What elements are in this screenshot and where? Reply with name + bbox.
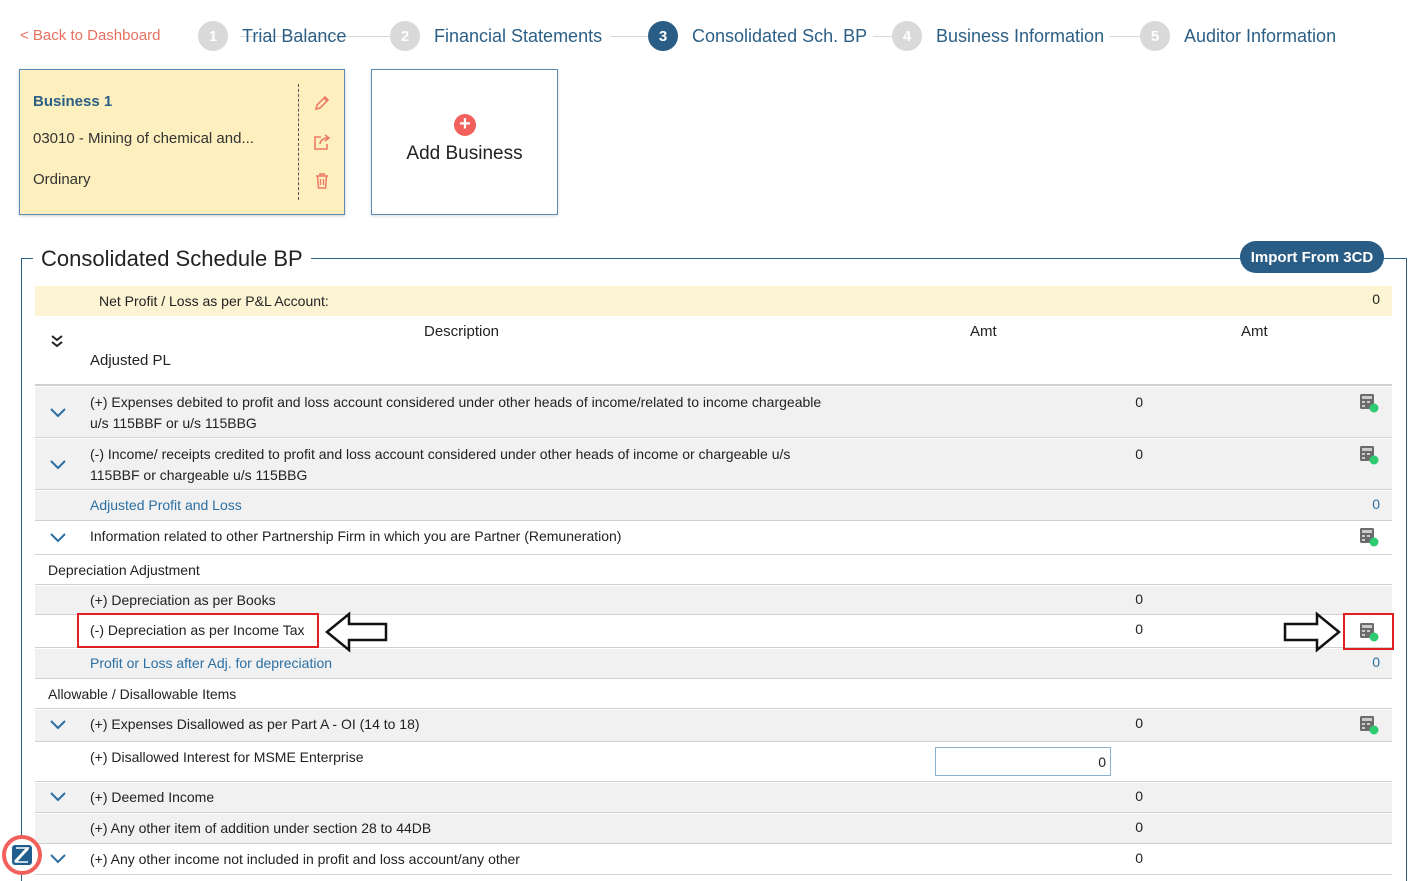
add-business-label: Add Business: [406, 143, 523, 164]
msme-interest-input[interactable]: [935, 747, 1111, 776]
row-label-line2: u/s 115BBF or u/s 115BBG: [90, 415, 257, 431]
add-business-button[interactable]: [371, 69, 558, 215]
arrow-right-icon: [1283, 611, 1341, 653]
back-to-dashboard-link[interactable]: < Back to Dashboard: [20, 27, 161, 44]
table-row-dep-books: [35, 586, 1392, 615]
arrow-left-icon: [325, 611, 389, 653]
header-divider: [35, 384, 1392, 386]
section-depreciation-adjustment: [35, 556, 1392, 585]
business-card[interactable]: [19, 69, 345, 215]
step-financial-statements[interactable]: [390, 20, 610, 52]
row-label: (-) Depreciation as per Income Tax: [90, 622, 305, 638]
chevron-down-icon[interactable]: [49, 459, 67, 471]
row-label-line2: 115BBF or chargeable u/s 115BBG: [90, 467, 308, 483]
chevron-down-icon[interactable]: [49, 719, 67, 731]
row-label: (+) Depreciation as per Books: [90, 592, 276, 608]
step-label: Financial Statements: [434, 25, 603, 46]
adjusted-pl-heading: Adjusted PL: [90, 352, 171, 369]
step-label: Trial Balance: [242, 25, 347, 46]
row-label[interactable]: Adjusted Profit and Loss: [90, 497, 242, 513]
step-number: 2: [390, 21, 420, 51]
calculator-icon[interactable]: [1359, 715, 1379, 735]
highlight-box-calculator: [1343, 613, 1394, 650]
step-business-information[interactable]: [892, 20, 1110, 52]
business-name: Business 1: [33, 93, 113, 110]
row-label-line1: (-) Income/ receipts credited to profit and loss account considered under other heads of income or chargeable u/s: [90, 446, 791, 462]
highlight-box-dep-label: [77, 613, 319, 648]
table-row-adjusted-pl: [35, 491, 1392, 521]
schedule-title: Consolidated Schedule BP: [33, 246, 311, 272]
row-amount: 0: [1135, 788, 1143, 804]
step-number: 5: [1140, 21, 1170, 51]
table-row-other-addition: [35, 814, 1392, 844]
step-number: 3: [648, 21, 678, 51]
net-profit-label: Net Profit / Loss as per P&L Account:: [99, 293, 329, 309]
step-label: Auditor Information: [1184, 25, 1337, 46]
row-amount: 0: [1135, 715, 1143, 731]
row-label: Information related to other Partnership Firm in which you are Partner (Remuneration): [90, 528, 622, 544]
row-label-line1: (+) Expenses debited to profit and loss account considered under other heads of income/related to income chargeable: [90, 394, 822, 410]
row-label: (+) Any other income not included in profit and loss account/any other: [90, 851, 520, 867]
section-label: Depreciation Adjustment: [48, 562, 200, 578]
row-amount: 0: [1372, 654, 1380, 670]
table-row-expenses-debited: [35, 387, 1392, 438]
net-profit-row: [35, 286, 1392, 316]
row-label: (+) Expenses Disallowed as per Part A - OI (14 to 18): [90, 716, 420, 732]
table-row-after-depreciation: [35, 649, 1392, 679]
row-label: [90, 444, 790, 486]
business-code: 03010 - Mining of chemical and...: [33, 130, 254, 147]
table-row-other-income: [35, 845, 1392, 875]
card-divider: [298, 84, 299, 200]
net-profit-value: 0: [1372, 291, 1380, 307]
import-from-3cd-button[interactable]: Import From 3CD: [1240, 241, 1384, 273]
row-amount: 0: [1135, 850, 1143, 866]
step-auditor-information[interactable]: [1140, 20, 1336, 52]
row-amount: 0: [1135, 394, 1143, 410]
row-label: (+) Deemed Income: [90, 789, 215, 805]
column-header-description: Description: [424, 323, 500, 340]
row-label: [90, 392, 821, 434]
calculator-icon[interactable]: [1359, 527, 1379, 547]
column-header-amt: Amt: [970, 323, 997, 340]
row-amount: 0: [1372, 496, 1380, 512]
row-amount: 0: [1135, 819, 1143, 835]
chevron-down-icon[interactable]: [49, 853, 67, 865]
section-label: Allowable / Disallowable Items: [48, 686, 237, 702]
table-row-expenses-disallowed: [35, 710, 1392, 742]
step-number: 4: [892, 21, 922, 51]
step-consolidated-sch-bp[interactable]: [648, 20, 873, 52]
step-number: 1: [198, 21, 228, 51]
row-amount: 0: [1135, 446, 1143, 462]
table-row-income-credited: [35, 439, 1392, 490]
calculator-icon[interactable]: [1359, 445, 1379, 465]
chevron-down-icon[interactable]: [49, 791, 67, 803]
row-label[interactable]: Profit or Loss after Adj. for depreciation: [90, 655, 333, 671]
row-label: (+) Any other item of addition under section 28 to 44DB: [90, 820, 432, 836]
table-row-deemed-income: [35, 783, 1392, 813]
section-allowable-disallowable: [35, 680, 1392, 709]
share-icon[interactable]: [311, 131, 333, 153]
step-trial-balance[interactable]: [198, 20, 346, 52]
table-row-partnership: [35, 522, 1392, 555]
edit-icon[interactable]: [311, 92, 333, 114]
row-amount: 0: [1135, 621, 1143, 637]
chevron-down-icon[interactable]: [49, 532, 67, 544]
step-label: Business Information: [936, 25, 1105, 46]
row-label: (+) Disallowed Interest for MSME Enterprise: [90, 749, 364, 765]
calculator-icon[interactable]: [1359, 393, 1379, 413]
plus-icon: +: [454, 114, 476, 136]
column-header-amt: Amt: [1241, 323, 1268, 340]
step-label: Consolidated Sch. BP: [692, 25, 868, 46]
brand-logo-icon[interactable]: [0, 835, 44, 875]
table-row-msme-interest: [35, 743, 1392, 782]
row-amount: 0: [1135, 591, 1143, 607]
chevron-down-icon[interactable]: [49, 407, 67, 419]
business-type: Ordinary: [33, 171, 91, 188]
collapse-all-icon[interactable]: [50, 333, 64, 349]
delete-icon[interactable]: [311, 170, 333, 192]
